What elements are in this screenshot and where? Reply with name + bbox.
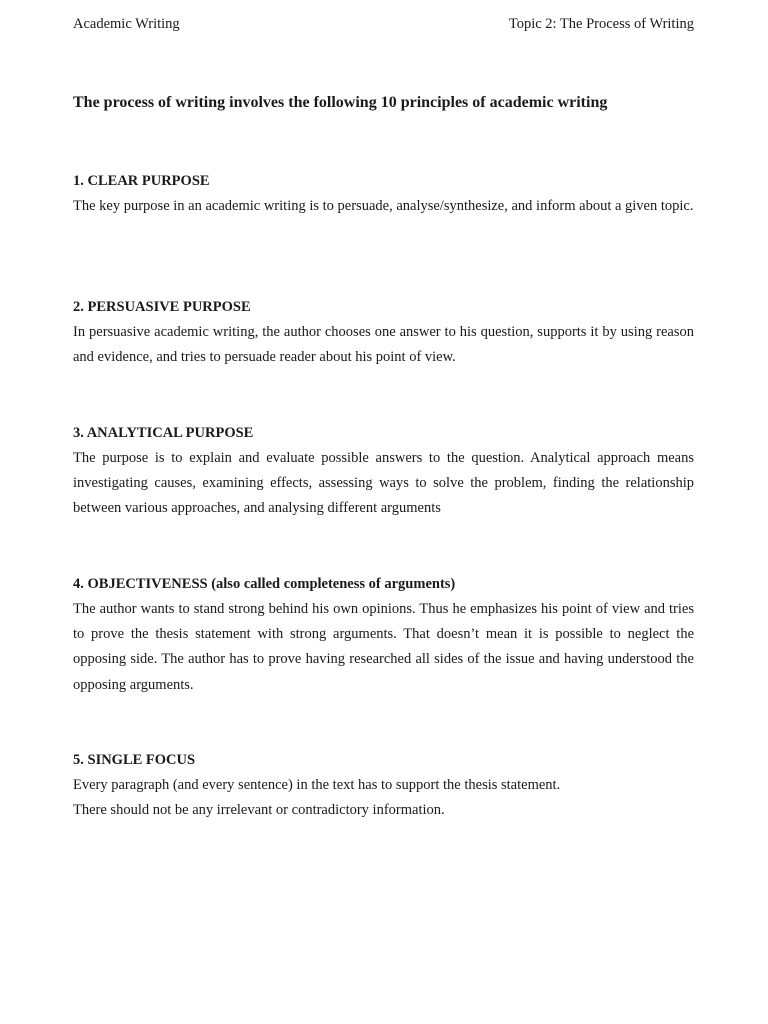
section-heading: 4. OBJECTIVENESS (also called completeness of arguments) (73, 576, 456, 592)
section-heading: 2. PERSUASIVE PURPOSE (73, 299, 251, 315)
section-analytical-purpose (73, 421, 694, 522)
section-paragraph: In persuasive academic writing, the author chooses one answer to his question, supports it by using reason and evidence, and tries to persuade reader about his point of view. (73, 324, 694, 366)
header-topic-title: Topic 2: The Process of Writing (508, 16, 694, 32)
section-paragraph: There should not be any irrelevant or contradictory information. (73, 802, 445, 819)
section-paragraph: The author wants to stand strong behind his own opinions. Thus he emphasizes his point of view and tries to prove the thesis statement with strong arguments. That doesn’t mean it is possible to neglect the opposing side. The author has to prove having researched all sides of the issue and having understood the opposing arguments. (73, 601, 694, 693)
section-paragraph: The purpose is to explain and evaluate possible answers to the question. Analytical approach means investigating causes, examining effects, assessing ways to solve the problem, finding the relationship between various approaches, and analysing different arguments (73, 450, 694, 517)
section-persuasive-purpose (73, 295, 694, 370)
section-heading: 1. CLEAR PURPOSE (73, 173, 210, 189)
document-title: The process of writing involves the following 10 principles of academic writing (73, 94, 608, 111)
section-paragraph: Every paragraph (and every sentence) in the text has to support the thesis statement. (73, 777, 561, 793)
section-heading: 3. ANALYTICAL PURPOSE (73, 425, 254, 441)
section-single-focus (73, 748, 694, 823)
running-header (73, 14, 694, 34)
section-clear-purpose (73, 169, 694, 219)
header-course-title: Academic Writing (73, 16, 180, 32)
section-paragraph: The key purpose in an academic writing is to persuade, analyse/synthesize, and inform about a given topic. (73, 198, 694, 214)
section-objectiveness (73, 572, 694, 698)
section-heading: 5. SINGLE FOCUS (73, 752, 196, 768)
